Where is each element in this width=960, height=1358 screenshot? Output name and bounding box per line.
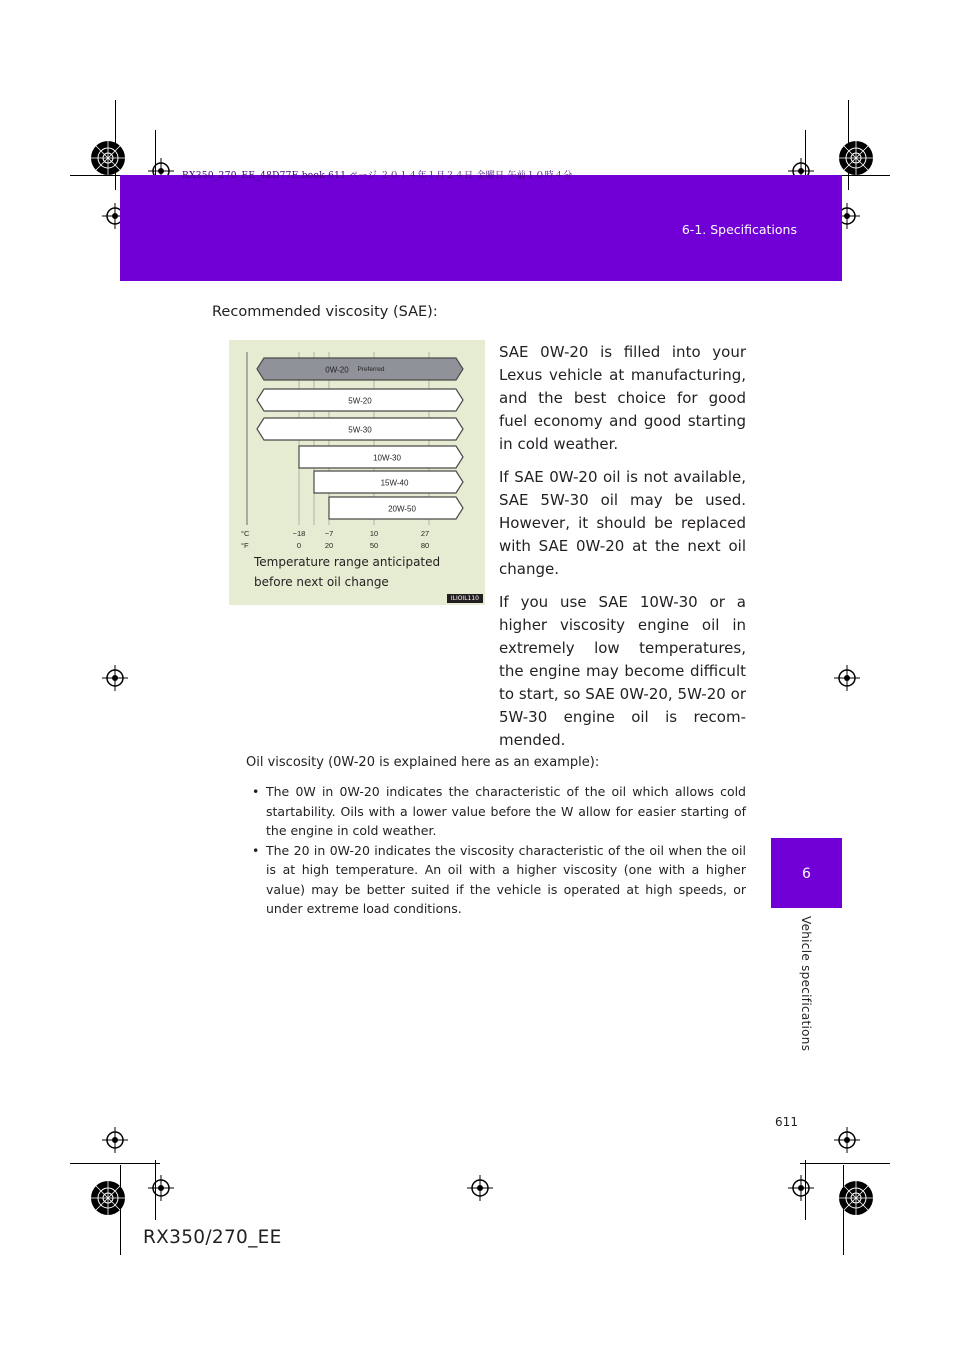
list-item-text: The 0W in 0W-20 indicates the characteristic of the oil which allows cold startability. Oils with a lower value before the W allow for easier starting of the engine in cold weather. [266, 784, 746, 838]
registration-mark [90, 1180, 126, 1216]
oil-grade-label: 5W-20 [348, 396, 372, 406]
note-heading: Oil viscosity (0W-20 is explained here as an example): [246, 755, 600, 770]
list-item-text: The 20 in 0W-20 indicates the viscosity characteristic of the oil when the oil is at high temperature. An oil with a higher viscosity (one with a higher value) may be better suited if the vehicle is operated at high speeds, or under extreme load conditions. [266, 842, 746, 916]
list-item [250, 841, 746, 919]
paragraph: SAE 0W-20 is filled into your Lexus vehicle at manufacturing, and the best choice for good fuel economy and good starting in cold weather. [499, 343, 746, 453]
bullet-icon: • [252, 842, 260, 858]
oil-grade-label: 20W-50 [388, 504, 416, 514]
fahrenheit-tick: 0 [296, 541, 302, 550]
crosshair-mark [834, 1127, 860, 1153]
registration-mark [838, 1180, 874, 1216]
figure-code: ILIOIL110 [447, 594, 483, 603]
registration-mark [90, 140, 126, 176]
chapter-label: Vehicle specifications [799, 916, 813, 1052]
bullet-icon: • [252, 784, 260, 799]
paragraph: If you use SAE 10W-30 or a higher viscosity engine oil in extremely low temperatures, the engine may become difficult to start, so SAE 0W-20, 5W-20 or 5W-30 engine oil is recom-mended. [499, 593, 746, 749]
celsius-tick: 27 [420, 529, 430, 538]
celsius-tick: −18 [292, 529, 306, 538]
celsius-tick: −7 [324, 529, 334, 538]
celsius-unit: °C [241, 529, 250, 538]
crosshair-mark [788, 1175, 814, 1201]
preferred-tag: Preferred [357, 366, 385, 373]
oil-grade-label: 10W-30 [373, 453, 401, 463]
page-number: 611 [775, 1115, 798, 1129]
crosshair-mark [102, 665, 128, 691]
oil-grade-label: 15W-40 [380, 478, 409, 488]
oil-grade-label: 0W-20 [325, 365, 349, 375]
figure-caption: Temperature range anticipated before next oil change [254, 555, 441, 589]
registration-mark [838, 140, 874, 176]
fahrenheit-tick: 80 [420, 541, 430, 550]
viscosity-description [499, 341, 746, 762]
crosshair-mark [148, 1175, 174, 1201]
chapter-tab [771, 838, 842, 908]
crosshair-mark [102, 1127, 128, 1153]
print-info: RX350_270_EE_48D77E.book 611 ページ ２０１４年１月２４日 金曜日 午前１０時４分 [182, 171, 573, 181]
crosshair-mark [467, 1175, 493, 1201]
crop-mark [800, 1163, 890, 1164]
paragraph: If SAE 0W-20 oil is not available, SAE 5W-30 oil may be used. However, it should be replaced with SAE 0W-20 at the next oil change. [499, 468, 746, 578]
celsius-tick: 10 [369, 529, 379, 538]
chapter-number: 6 [802, 866, 811, 882]
list-item [250, 782, 746, 841]
fahrenheit-tick: 20 [324, 541, 334, 550]
crosshair-mark [834, 665, 860, 691]
note-list [250, 782, 746, 919]
crop-mark [70, 1163, 160, 1164]
oil-grade-label: 5W-30 [348, 425, 372, 435]
section-title: 6-1. Specifications [681, 222, 797, 237]
section-heading: Recommended viscosity (SAE): [212, 304, 438, 320]
fahrenheit-tick: 50 [369, 541, 379, 550]
fahrenheit-unit: °F [241, 541, 249, 550]
viscosity-figure [229, 340, 485, 605]
document-id: RX350/270_EE [143, 1227, 282, 1248]
